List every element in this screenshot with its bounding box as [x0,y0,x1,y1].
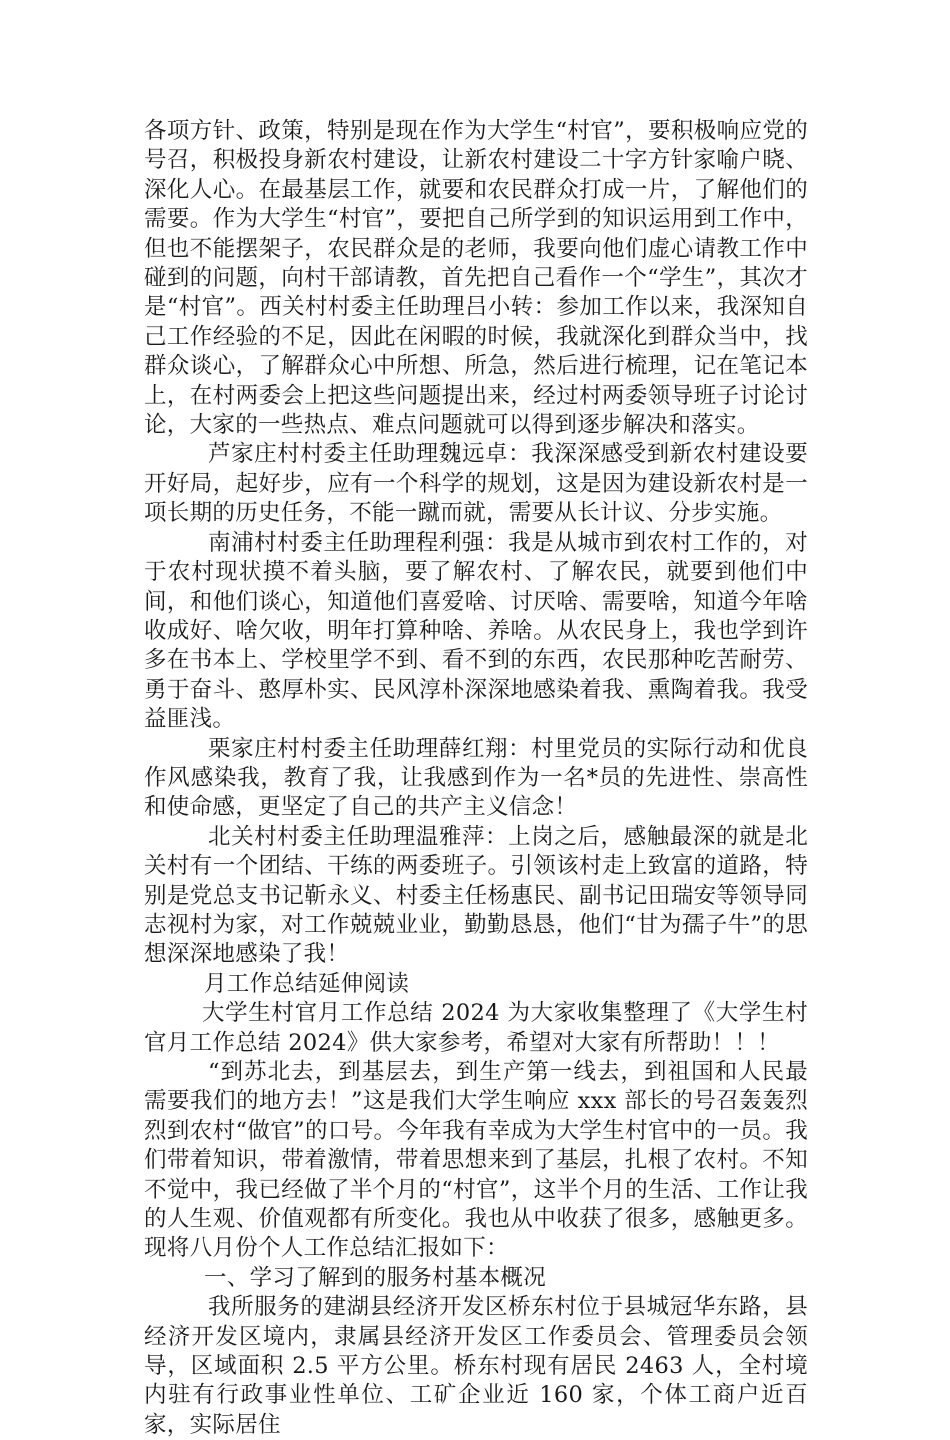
document-page [144,117,808,1440]
paragraph-4: 栗家庄村村委主任助理薛红翔：村里党员的实际行动和优良作风感染我，教育了我，让我感到作为一名*员的先进性、崇高性和使命感，更坚定了自己的共产主义信念！ [144,735,808,821]
paragraph-slogan: “到苏北去，到基层去，到生产第一线去，到祖国和人民最需要我们的地方去！”这是我们大学生响应 xxx 部长的号召轰轰烈烈到农村“做官”的口号。今年我有幸成为大学生村官中的一员。我们带着知识，带着激情，带着思想来到了基层，扎根了农村。不知不觉中，我已经做了半个月的“村官”，这半个月的生活、工作让我的人生观、价值观都有所变化。我也从中收获了很多，感触更多。现将八月份个人工作总结汇报如下： [144,1059,808,1262]
paragraph-village-description: 我所服务的建湖县经济开发区桥东村位于县城冠华东路，县经济开发区境内，隶属县经济开发区工作委员会、管理委员会领导，区域面积 2.5 平方公里。桥东村现有居民 2463 人，全村境内驻有行政事业性单位、工矿企业近 160 家，个体工商户近百家，实际居住 [144,1294,808,1438]
paragraph-3: 南浦村村委主任助理程利强：我是从城市到农村工作的，对于农村现状摸不着头脑，要了解农村、了解农民，就要到他们中间，和他们谈心，知道他们喜爱啥、讨厌啥、需要啥，知道今年啥收成好、啥欠收，明年打算种啥、养啥。从农民身上，我也学到许多在书本上、学校里学不到、看不到的东西，农民那种吃苦耐劳、勇于奋斗、憨厚朴实、民风淳朴深深地感染着我、熏陶着我。我受益匪浅。 [144,529,808,733]
paragraph-intro: 大学生村官月工作总结 2024 为大家收集整理了《大学生村官月工作总结 2024》供大家参考，希望对大家有所帮助！！！ [144,1000,808,1056]
paragraph-5: 北关村村委主任助理温雅萍：上岗之后，感触最深的就是北关村有一个团结、干练的两委班子。引领该村走上致富的道路，特别是党总支书记靳永义、村委主任杨惠民、副书记田瑞安等领导同志视村为家，对工作兢兢业业，勤勤恳恳，他们“甘为孺子牛”的思想深深地感染了我！ [144,823,808,968]
section-heading-extended-reading: 月工作总结延伸阅读 [204,970,410,997]
paragraph-1: 各项方针、政策，特别是现在作为大学生“村官”，要积极响应党的号召，积极投身新农村建设，让新农村建设二十字方针家喻户晓、深化人心。在最基层工作，就要和农民群众打成一片，了解他们的需要。作为大学生“村官”，要把自己所学到的知识运用到工作中，但也不能摆架子，农民群众是的老师，我要向他们虚心请教工作中碰到的问题，向村干部请教，首先把自己看作一个“学生”，其次才是“村官”。西关村村委主任助理吕小转：参加工作以来，我深知自己工作经验的不足，因此在闲暇的时候，我就深化到群众当中，找群众谈心，了解群众心中所想、所急，然后进行梳理，记在笔记本上，在村两委会上把这些问题提出来，经过村两委领导班子讨论讨论，大家的一些热点、难点问题就可以得到逐步解决和落实。 [144,118,808,439]
paragraph-2: 芦家庄村村委主任助理魏远卓：我深深感受到新农村建设要开好局，起好步，应有一个科学的规划，这是因为建设新农村是一项长期的历史任务，不能一蹴而就，需要从长计议、分步实施。 [144,441,808,527]
section-heading-village-overview: 一、学习了解到的服务村基本概况 [204,1264,547,1291]
